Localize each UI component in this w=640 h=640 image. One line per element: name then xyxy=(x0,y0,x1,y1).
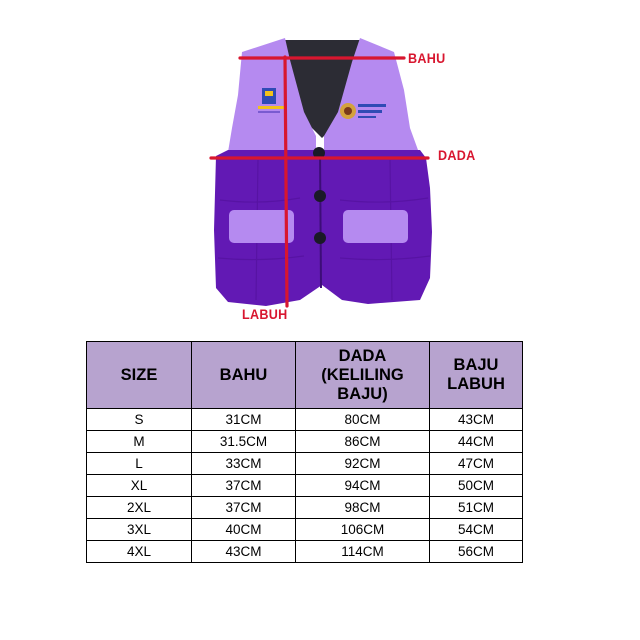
left-pocket-flap xyxy=(229,210,294,243)
cell-size: L xyxy=(87,453,192,475)
labuh-line xyxy=(285,57,287,306)
vest-front-opening xyxy=(320,150,321,288)
button-bottom xyxy=(314,232,326,244)
cell-labuh: 43CM xyxy=(430,409,523,431)
cell-dada: 114CM xyxy=(296,541,430,563)
cell-labuh: 56CM xyxy=(430,541,523,563)
cell-bahu: 31.5CM xyxy=(192,431,296,453)
cell-size: M xyxy=(87,431,192,453)
header-dada: DADA (KELILING BAJU) xyxy=(296,342,430,409)
cell-dada: 94CM xyxy=(296,475,430,497)
cell-bahu: 43CM xyxy=(192,541,296,563)
cell-labuh: 51CM xyxy=(430,497,523,519)
cell-bahu: 37CM xyxy=(192,497,296,519)
header-size: SIZE xyxy=(87,342,192,409)
cell-bahu: 33CM xyxy=(192,453,296,475)
cell-dada: 106CM xyxy=(296,519,430,541)
cell-size: S xyxy=(87,409,192,431)
cell-size: 2XL xyxy=(87,497,192,519)
cell-size: 4XL xyxy=(87,541,192,563)
bahu-label: BAHU xyxy=(408,50,446,66)
cell-size: 3XL xyxy=(87,519,192,541)
table-row xyxy=(87,453,523,475)
cell-bahu: 37CM xyxy=(192,475,296,497)
cell-dada: 86CM xyxy=(296,431,430,453)
cell-labuh: 50CM xyxy=(430,475,523,497)
cell-labuh: 44CM xyxy=(430,431,523,453)
table-row xyxy=(87,541,523,563)
cell-bahu: 31CM xyxy=(192,409,296,431)
cell-labuh: 47CM xyxy=(430,453,523,475)
cell-bahu: 40CM xyxy=(192,519,296,541)
table-row xyxy=(87,431,523,453)
labuh-label: LABUH xyxy=(242,306,288,322)
table-row xyxy=(87,519,523,541)
right-pocket-flap xyxy=(343,210,408,243)
table-row xyxy=(87,475,523,497)
size-chart-table xyxy=(86,341,523,563)
table-header-row xyxy=(87,342,523,409)
cell-dada: 98CM xyxy=(296,497,430,519)
cell-labuh: 54CM xyxy=(430,519,523,541)
dada-label: DADA xyxy=(438,147,476,163)
table-row xyxy=(87,497,523,519)
header-bahu: BAHU xyxy=(192,342,296,409)
cell-size: XL xyxy=(87,475,192,497)
cell-dada: 92CM xyxy=(296,453,430,475)
cell-dada: 80CM xyxy=(296,409,430,431)
header-baju-labuh: BAJU LABUH xyxy=(430,342,523,409)
table-row xyxy=(87,409,523,431)
button-middle xyxy=(314,190,326,202)
